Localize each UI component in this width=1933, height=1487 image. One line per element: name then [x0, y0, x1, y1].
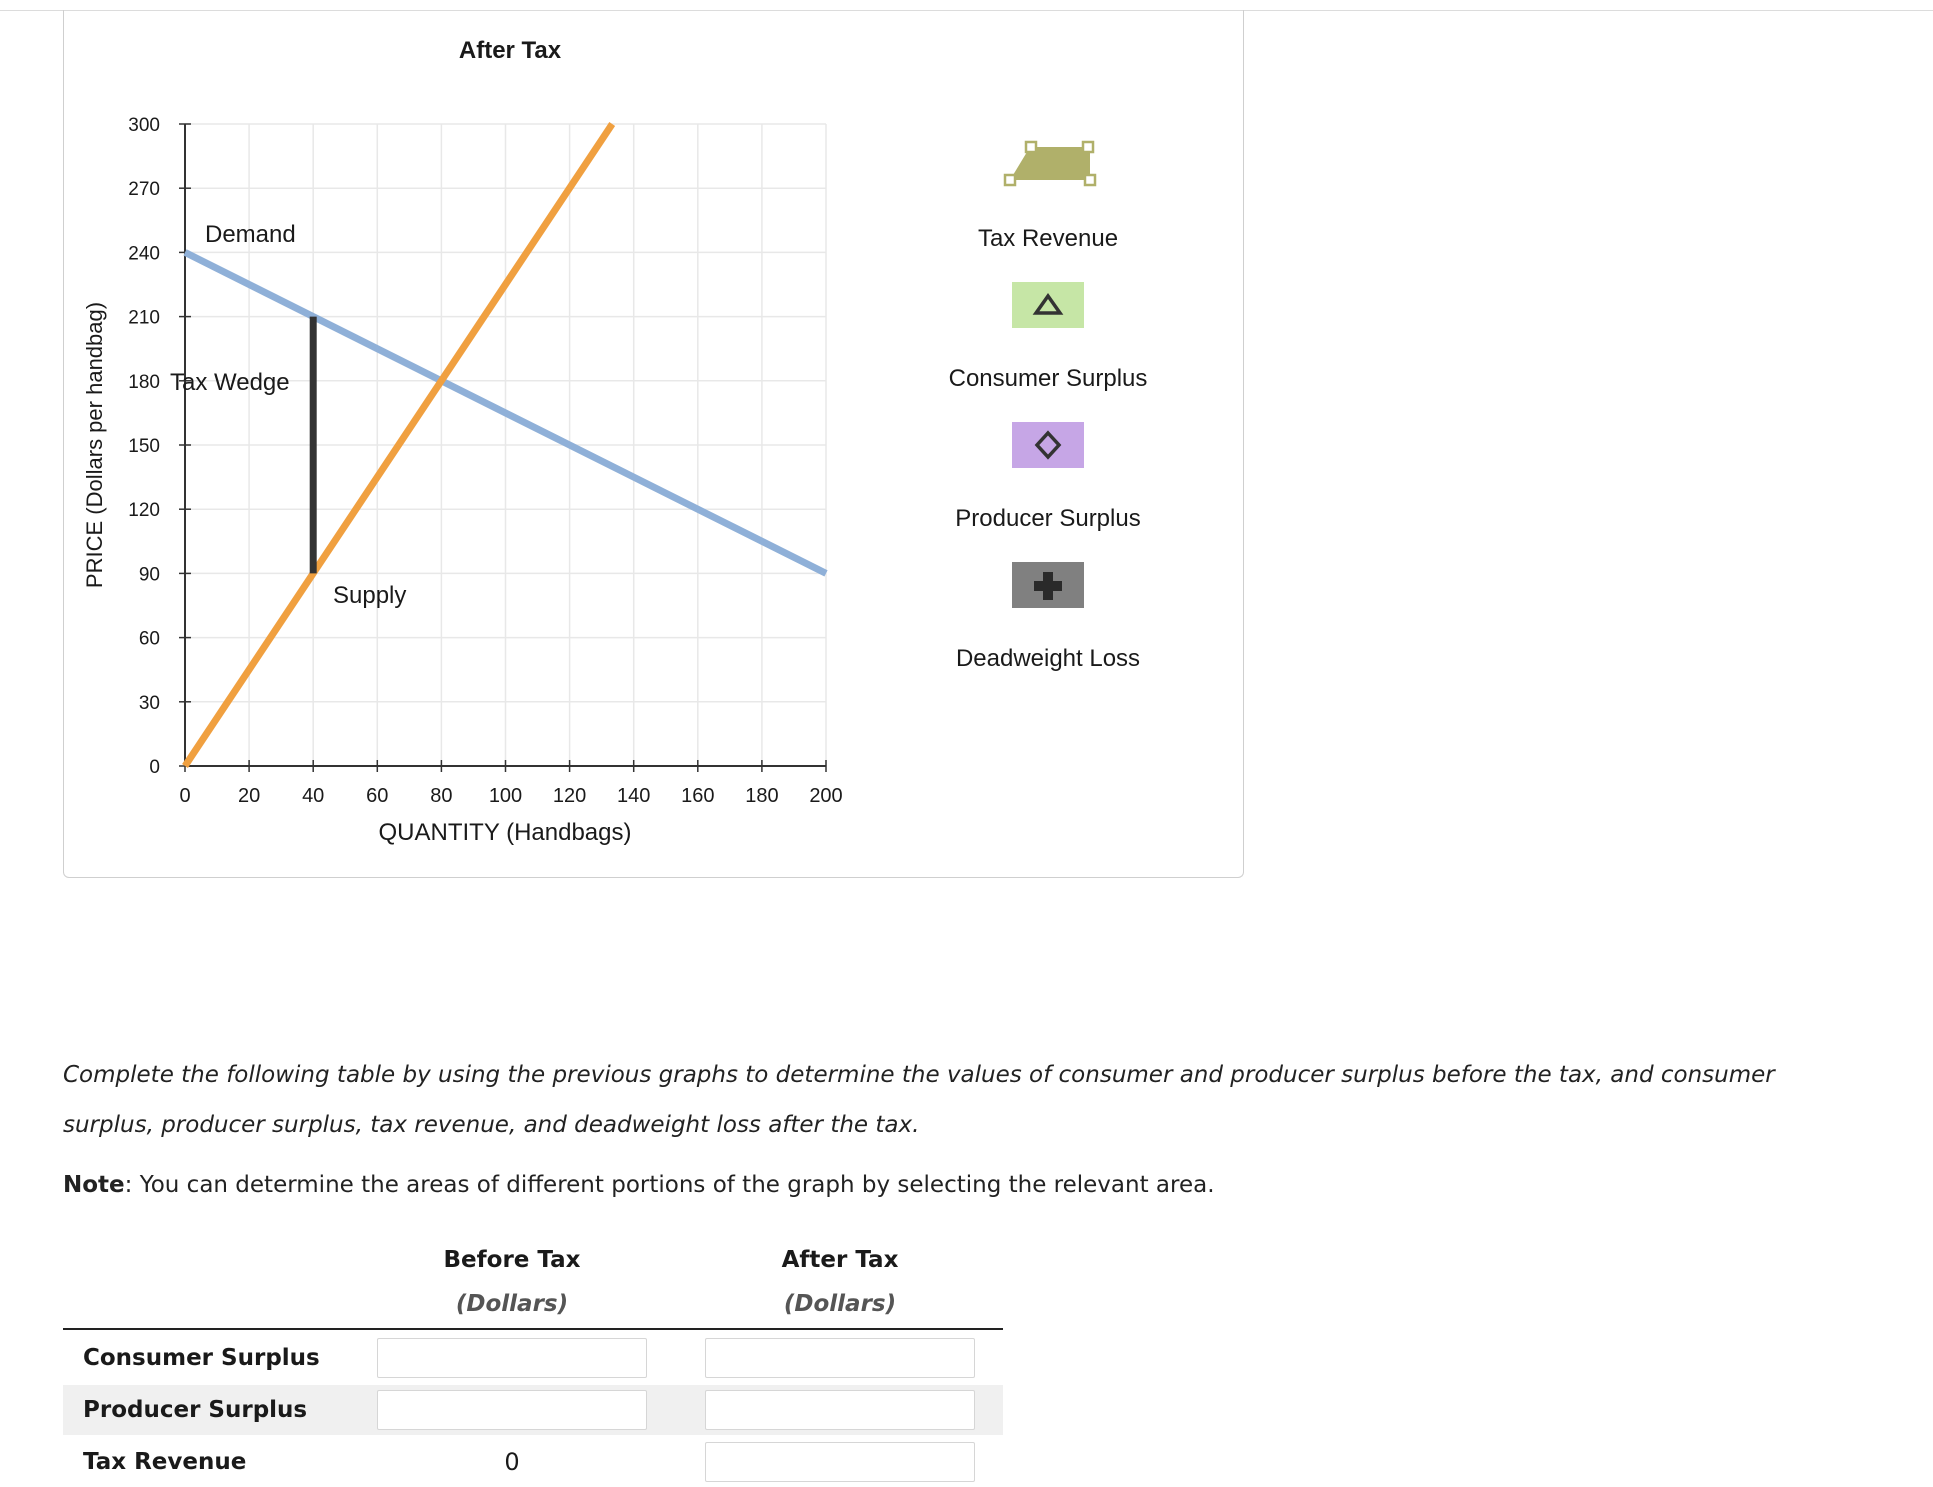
legend-label-deadweight-loss: Deadweight Loss: [955, 645, 1141, 672]
row-label-producer-surplus: Producer Surplus: [83, 1397, 308, 1423]
column-header-after-tax: [700, 1238, 980, 1326]
x-tick-label: 140: [617, 785, 651, 807]
x-tick-label: 100: [488, 785, 523, 807]
y-axis-label: PRICE (Dollars per handbag): [82, 301, 107, 589]
table-row-tax-revenue: [63, 1437, 1003, 1487]
note-text: [63, 1172, 1863, 1198]
table-row-producer-surplus: [63, 1385, 1003, 1435]
legend-label-tax-revenue: Tax Revenue: [977, 225, 1119, 252]
tax-wedge-label: Tax Wedge: [170, 369, 290, 396]
x-tick-label: 80: [430, 785, 453, 807]
producer-surplus-before-input[interactable]: [377, 1390, 647, 1430]
tool-consumer-surplus[interactable]: [949, 282, 1148, 392]
x-tick-label: 20: [237, 785, 261, 807]
y-tick-label: 90: [138, 564, 160, 586]
tool-producer-surplus[interactable]: [955, 422, 1140, 532]
after-tax-unit: (Dollars): [783, 1291, 897, 1317]
x-tick-label: 120: [552, 785, 587, 807]
y-tick-label: 240: [128, 243, 160, 265]
x-tick-label: 180: [745, 785, 779, 807]
row-label-consumer-surplus: Consumer Surplus: [83, 1345, 320, 1371]
y-tick-label: 60: [138, 628, 160, 650]
producer-surplus-after-input[interactable]: [705, 1390, 975, 1430]
note-body: : You can determine the areas of different portions of the graph by selecting the relevant area.: [124, 1172, 1215, 1198]
legend-label-producer-surplus: Producer Surplus: [955, 505, 1141, 532]
ticks: [128, 115, 842, 807]
row-label-tax-revenue: Tax Revenue: [83, 1449, 247, 1475]
after-tax-title: After Tax: [781, 1247, 899, 1273]
y-tick-label: 210: [128, 307, 160, 329]
consumer-surplus-before-input[interactable]: [377, 1338, 647, 1378]
instructions-text: Complete the following table by using the previous graphs to determine the values of consumer and producer surplus before the tax, and consumer surplus, producer surplus, tax revenue, and deadweight loss after the tax.: [63, 1062, 1775, 1138]
consumer-surplus-after-input[interactable]: [705, 1338, 975, 1378]
tax-revenue-before-value: 0: [504, 1448, 520, 1476]
x-tick-label: 60: [366, 785, 389, 807]
y-tick-label: 180: [128, 371, 160, 393]
chart-title: After Tax: [458, 37, 562, 64]
x-tick-label: 200: [809, 785, 843, 807]
column-header-before-tax: [372, 1238, 652, 1326]
y-tick-label: 30: [138, 692, 160, 714]
before-tax-unit: (Dollars): [455, 1291, 569, 1317]
x-tick-label: 40: [302, 785, 325, 807]
tax-revenue-after-input[interactable]: [705, 1442, 975, 1482]
supply-label: Supply: [333, 582, 407, 609]
tool-tax-revenue[interactable]: [978, 142, 1118, 252]
y-tick-label: 300: [128, 115, 160, 136]
table-header-rule: [63, 1328, 1003, 1330]
x-tick-label: 0: [179, 785, 191, 807]
before-tax-title: Before Tax: [443, 1247, 581, 1273]
trapezoid-icon: [1005, 142, 1095, 185]
x-axis-label: QUANTITY (Handbags): [378, 819, 632, 846]
table-row-consumer-surplus: [63, 1333, 1003, 1383]
x-tick-label: 160: [681, 785, 715, 807]
y-tick-label: 0: [149, 757, 160, 778]
legend-label-consumer-surplus: Consumer Surplus: [948, 365, 1148, 392]
y-tick-label: 120: [128, 500, 160, 522]
tool-deadweight-loss[interactable]: [956, 562, 1140, 672]
y-tick-label: 270: [128, 179, 160, 201]
demand-label: Demand: [205, 221, 296, 248]
note-label: Note: [63, 1172, 125, 1198]
y-tick-label: 150: [128, 436, 160, 457]
